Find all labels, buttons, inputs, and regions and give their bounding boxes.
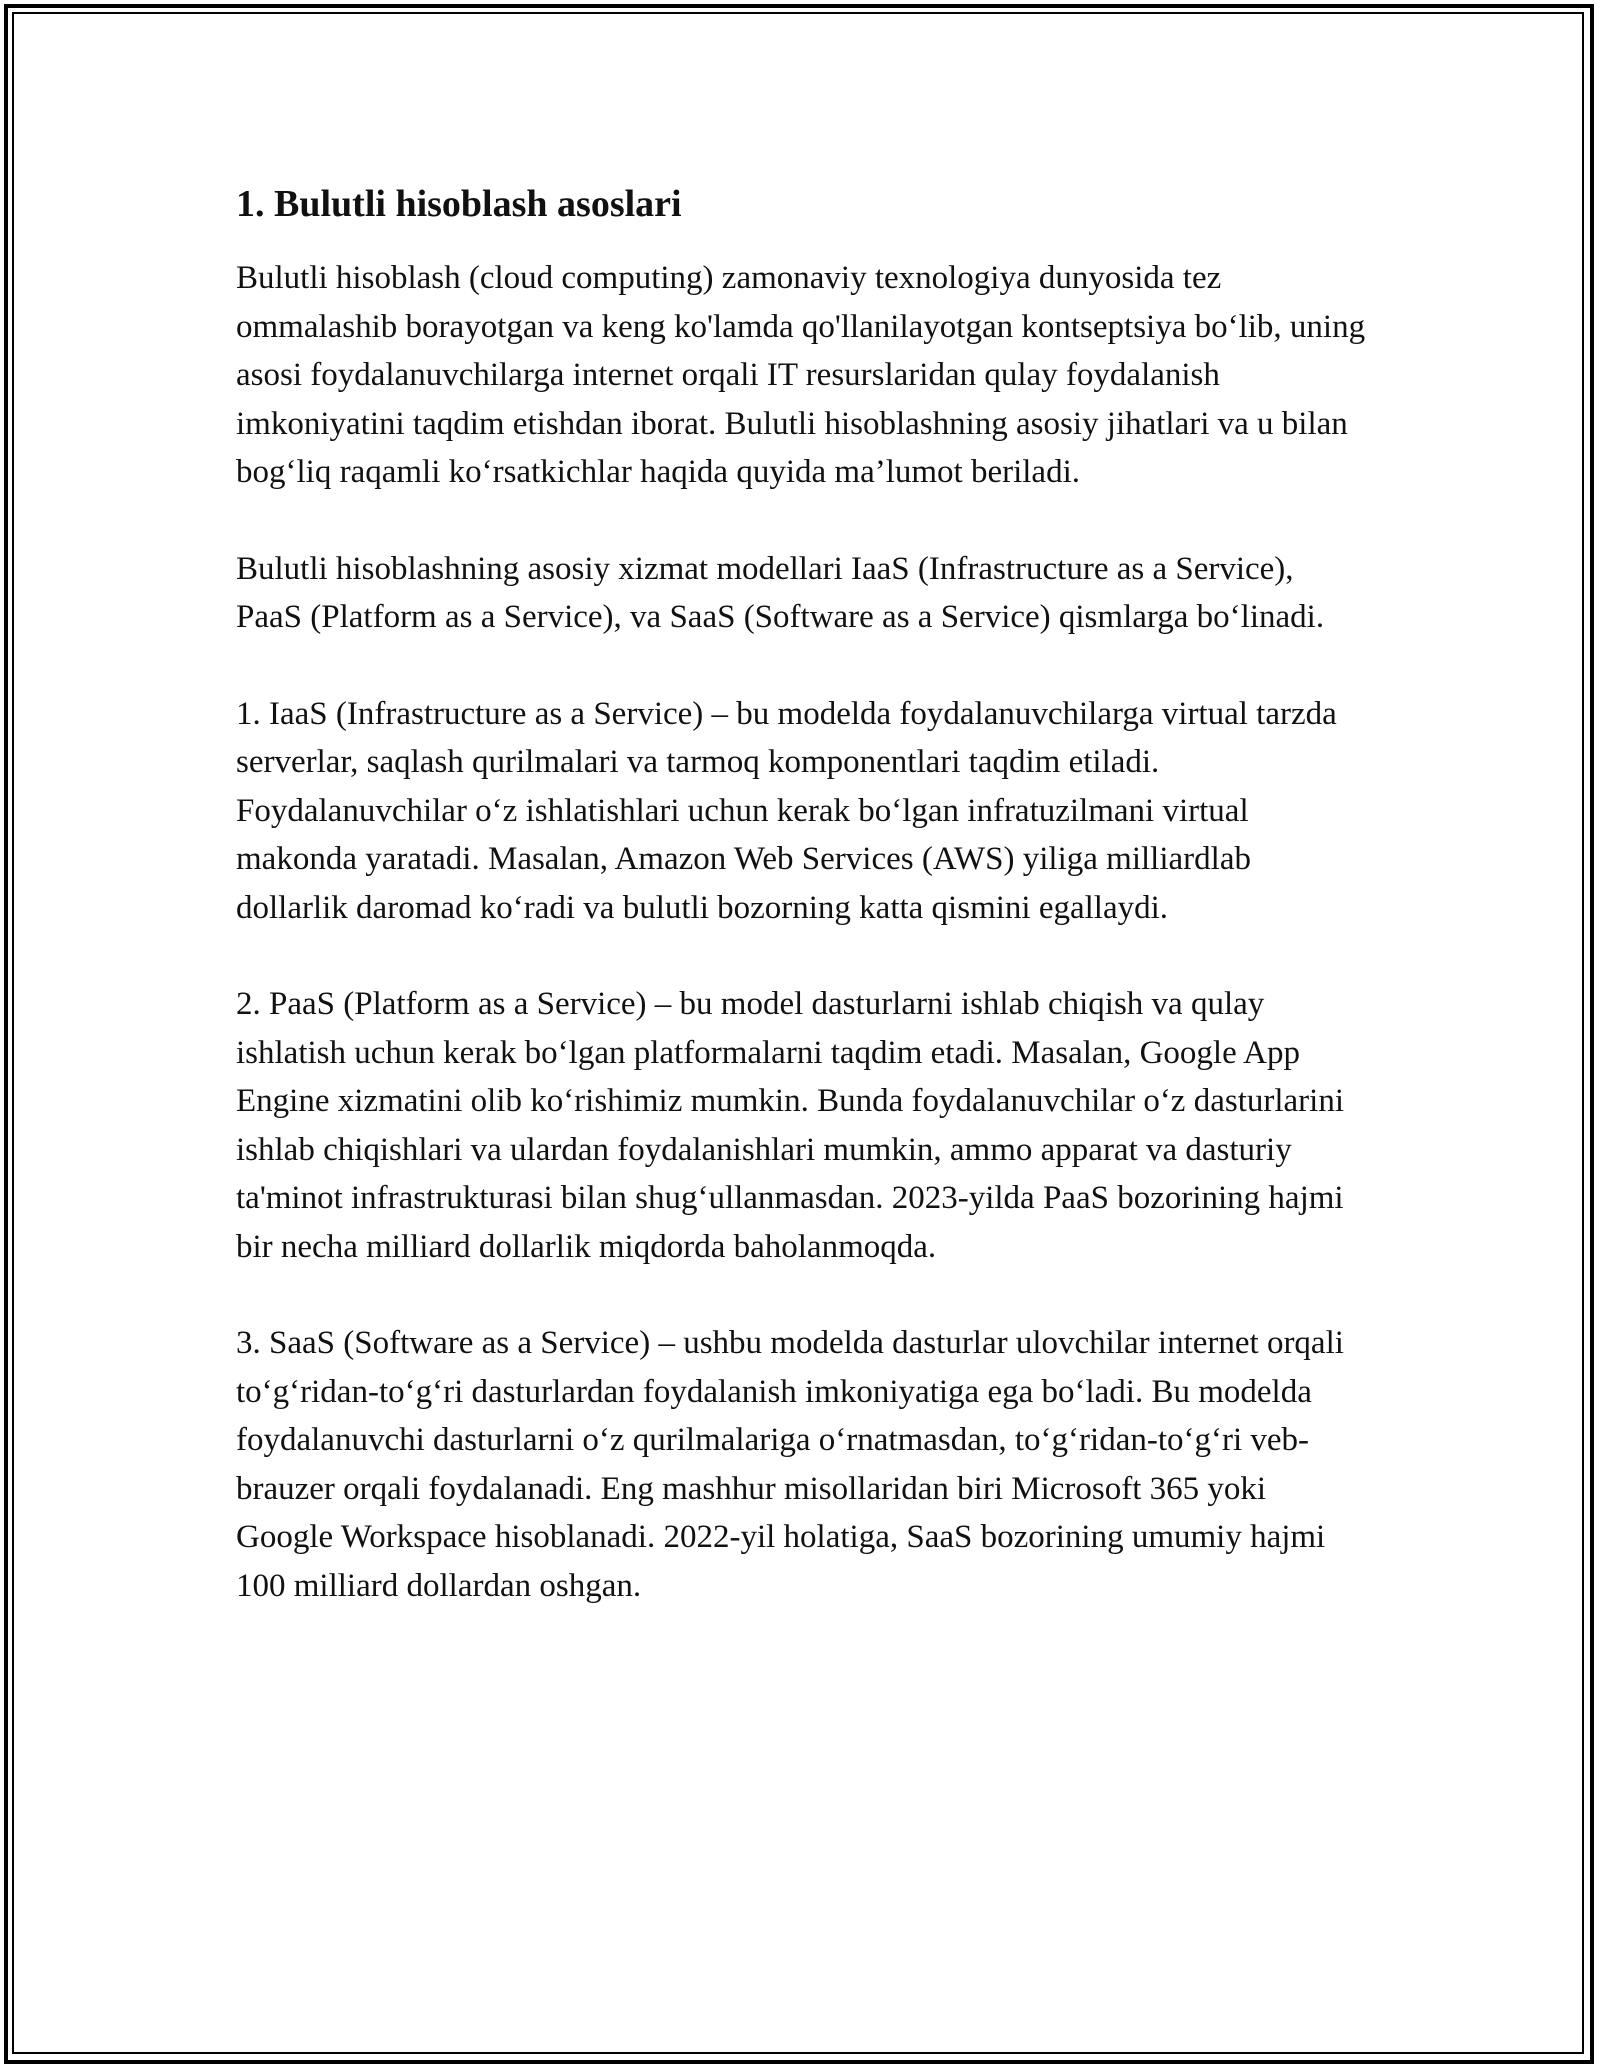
paas-paragraph: 2. PaaS (Platform as a Service) – bu model dasturlarni ishlab chiqish va qulay ishlatish uchun kerak bo‘lgan platformalarni taqdim etadi. Masalan, Google App Engine xizmatini olib ko‘rishimiz mumkin. Bunda foydalanuvchilar o‘z dasturlarini ishlab chiqishlari va ulardan foydalanishlari mumkin, ammo apparat va dasturiy ta'minot infrastrukturasi bilan shug‘ullanmasdan. 2023-yilda PaaS bozorining hajmi bir necha milliard dollarlik miqdorda baholanmoqda. xyxy=(236,986,1344,1265)
section-heading: 1. Bulutli hisoblash asoslari xyxy=(236,183,682,225)
service-models-paragraph: Bulutli hisoblashning asosiy xizmat modellari IaaS (Infrastructure as a Service), PaaS (Platform as a Service), va SaaS (Software as a Service) qismlarga bo‘linadi. xyxy=(236,550,1325,635)
saas-paragraph: 3. SaaS (Software as a Service) – ushbu modelda dasturlar ulovchilar internet orqali to‘g‘ridan-to‘g‘ri dasturlardan foydalanish imkoniyatiga ega bo‘ladi. Bu modelda foydalanuvchi dasturlarni o‘z qurilmalariga o‘rnatmasdan, to‘g‘ridan-to‘g‘ri veb-brauzer orqali foydalanadi. Eng mashhur misollaridan biri Microsoft 365 yoki Google Workspace hisoblanadi. 2022-yil holatiga, SaaS bozorining umumiy hajmi 100 milliard dollardan oshgan. xyxy=(236,1325,1344,1604)
iaas-paragraph: 1. IaaS (Infrastructure as a Service) – bu modelda foydalanuvchilarga virtual tarzda serverlar, saqlash qurilmalari va tarmoq komponentlari taqdim etiladi. Foydalanuvchilar o‘z ishlatishlari uchun kerak bo‘lgan infratuzilmani virtual makonda yaratadi. Masalan, Amazon Web Services (AWS) yiliga milliardlab dollarlik daromad ko‘radi va bulutli bozorning katta qismini egallaydi. xyxy=(236,695,1337,926)
document-body xyxy=(236,178,1366,1610)
intro-paragraph: Bulutli hisoblash (cloud computing) zamonaviy texnologiya dunyosida tez ommalashib borayotgan va keng ko'lamda qo'llanilayotgan kontseptsiya bo‘lib, uning asosi foydalanuvchilarga internet orqali IT resurslaridan qulay foydalanish imkoniyatini taqdim etishdan iborat. Bulutli hisoblashning asosiy jihatlari va u bilan bog‘liq raqamli ko‘rsatkichlar haqida quyida ma’lumot beriladi. xyxy=(236,260,1366,490)
